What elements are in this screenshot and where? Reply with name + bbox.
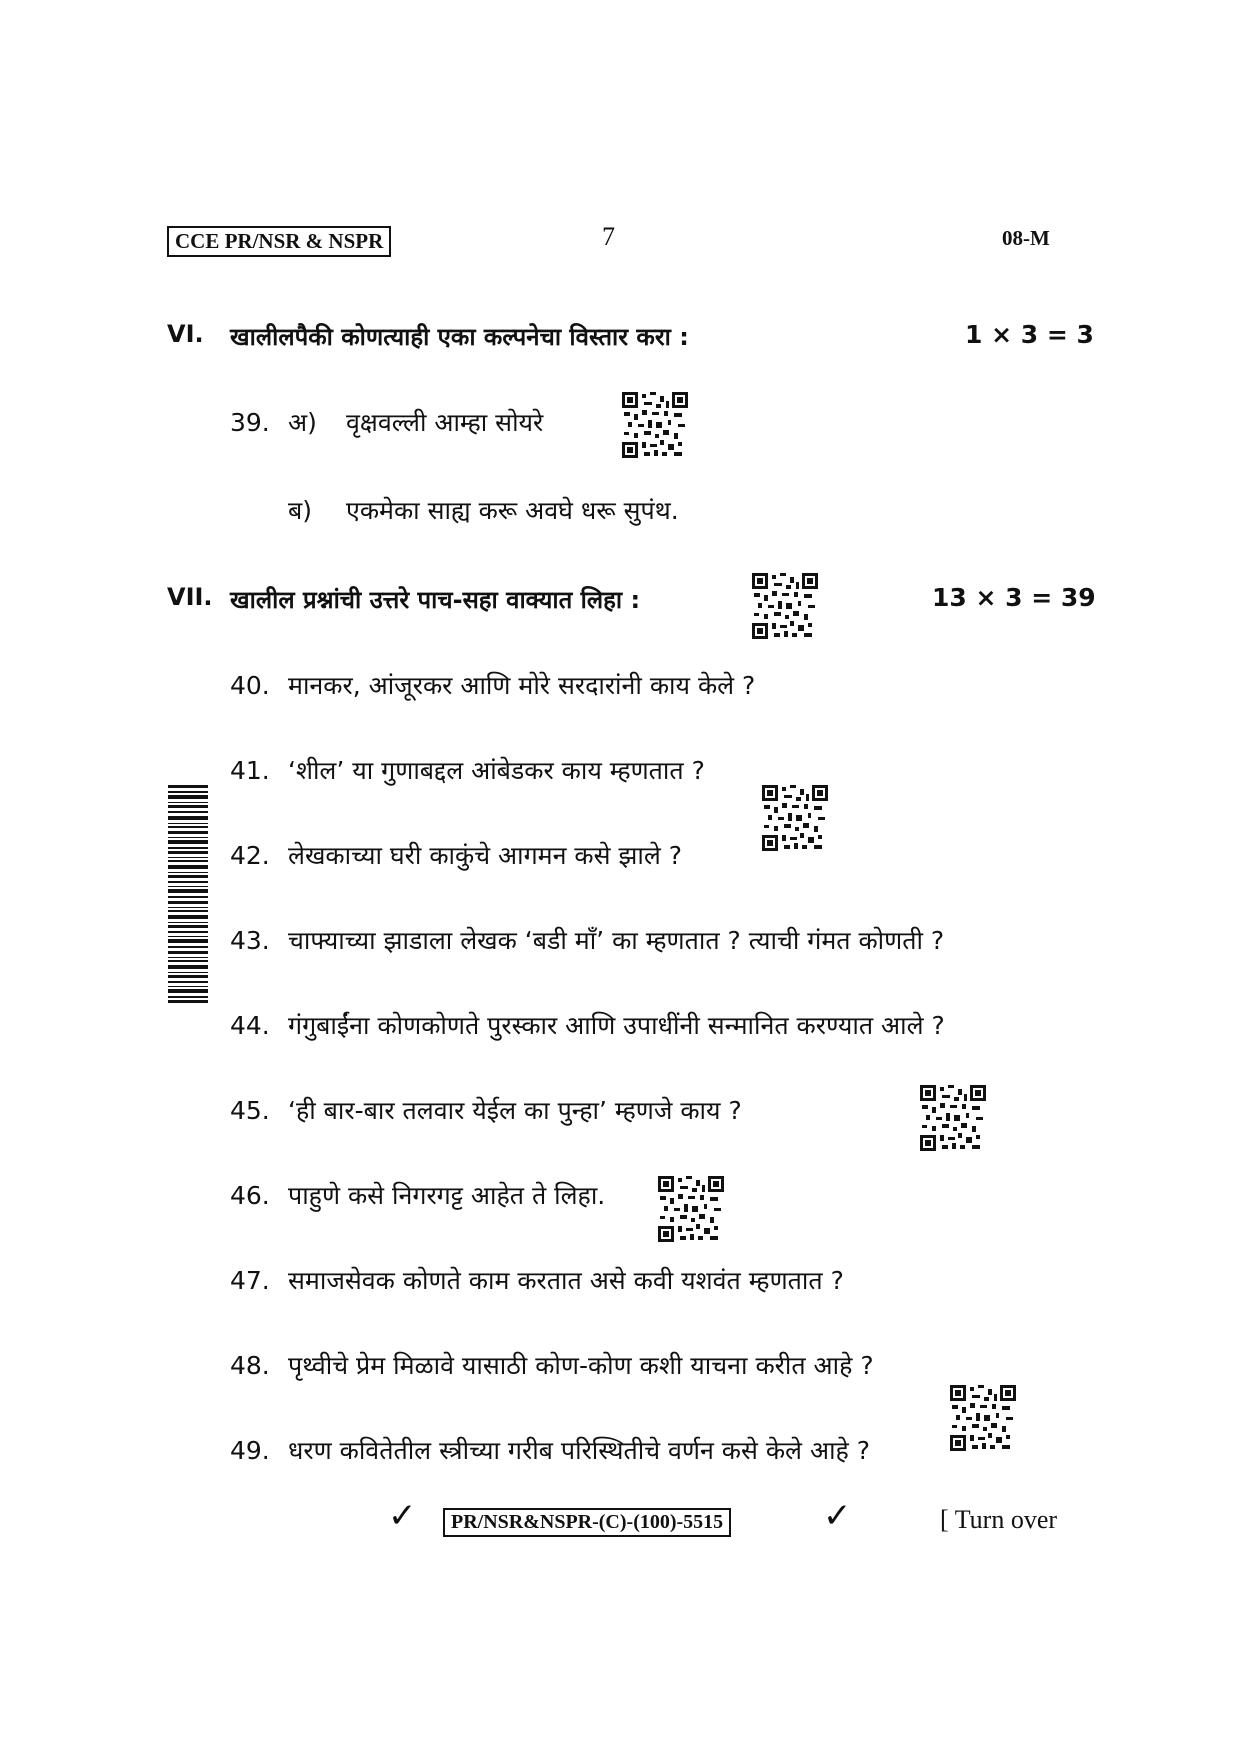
question-49: [230, 1433, 870, 1467]
question-42: [230, 838, 682, 872]
question-40: [230, 668, 755, 702]
qr-code-icon: [658, 1176, 724, 1242]
qr-code-icon: [762, 785, 828, 851]
question-43: [230, 923, 944, 957]
question-text: धरण कवितेतील स्त्रीच्या गरीब परिस्थितीचे वर्णन कसे केले आहे ?: [288, 1436, 870, 1465]
header-code: CCE PR/NSR & NSPR: [167, 226, 391, 257]
option-text: एकमेका साह्य करू अवघे धरू सुपंथ.: [346, 496, 679, 525]
question-text: समाजसेवक कोणते काम करतात असे कवी यशवंत म्हणतात ?: [288, 1266, 844, 1295]
question-number: 48.: [230, 1351, 270, 1380]
question-45: [230, 1093, 742, 1127]
question-44: [230, 1008, 945, 1042]
tick-mark-icon: ✓: [388, 1496, 417, 1536]
question-number: 46.: [230, 1181, 270, 1210]
question-text: लेखकाच्या घरी काकुंचे आगमन कसे झाले ?: [288, 841, 683, 870]
section-7-number: VII.: [167, 583, 213, 611]
question-text: चाफ्याच्या झाडाला लेखक ‘बडी माँ’ का म्हणतात ? त्याची गंमत कोणती ?: [288, 926, 945, 955]
question-number: 40.: [230, 671, 270, 700]
question-text: गंगुबाईंना कोणकोणते पुरस्कार आणि उपाधींनी सन्मानित करण्यात आले ?: [288, 1011, 945, 1040]
question-number: 43.: [230, 926, 270, 955]
page-number: 7: [602, 222, 615, 251]
section-6-instruction: खालीलपैकी कोणत्याही एका कल्पनेचा विस्तार करा :: [230, 323, 689, 351]
tick-mark-icon: ✓: [823, 1496, 852, 1536]
barcode-icon: [168, 785, 208, 1003]
question-46: [230, 1178, 605, 1212]
question-number: 44.: [230, 1011, 270, 1040]
section-6-number: VI.: [167, 320, 204, 348]
question-number: 47.: [230, 1266, 270, 1295]
turn-over-text: [ Turn over: [940, 1505, 1058, 1534]
question-47: [230, 1263, 844, 1297]
qr-code-icon: [950, 1385, 1016, 1451]
section-6-marks: 1 × 3 = 3: [965, 320, 1094, 349]
question-text: पृथ्वीचे प्रेम मिळावे यासाठी कोण-कोण कशी याचना करीत आहे ?: [288, 1351, 874, 1380]
question-41: [230, 753, 705, 787]
section-7-instruction: खालील प्रश्नांची उत्तरे पाच-सहा वाक्यात लिहा :: [230, 586, 641, 614]
question-number: 45.: [230, 1096, 270, 1125]
question-text: ‘शील’ या गुणाबद्दल आंबेडकर काय म्हणतात ?: [288, 756, 705, 785]
qr-code-icon: [920, 1085, 986, 1151]
question-text: ‘ही बार-बार तलवार येईल का पुन्हा’ म्हणजे काय ?: [288, 1096, 742, 1125]
question-text: मानकर, आंजूरकर आणि मोरे सरदारांनी काय केले ?: [288, 671, 756, 700]
section-7-marks: 13 × 3 = 39: [932, 583, 1096, 612]
option-text: वृक्षवल्ली आम्हा सोयरे: [346, 408, 544, 437]
question-number: 42.: [230, 841, 270, 870]
option-label: अ): [288, 408, 317, 437]
question-number: 49.: [230, 1436, 270, 1465]
option-label: ब): [288, 496, 313, 525]
question-39: [230, 405, 543, 439]
question-number: 39.: [230, 408, 270, 437]
paper-code: 08-M: [1002, 226, 1050, 250]
qr-code-icon: [622, 392, 688, 458]
footer-code: PR/NSR&NSPR-(C)-(100)-5515: [443, 1508, 731, 1537]
qr-code-icon: [752, 573, 818, 639]
question-39-option-b: [288, 493, 679, 527]
question-48: [230, 1348, 874, 1382]
question-text: पाहुणे कसे निगरगट्ट आहेत ते लिहा.: [288, 1181, 606, 1210]
question-number: 41.: [230, 756, 270, 785]
